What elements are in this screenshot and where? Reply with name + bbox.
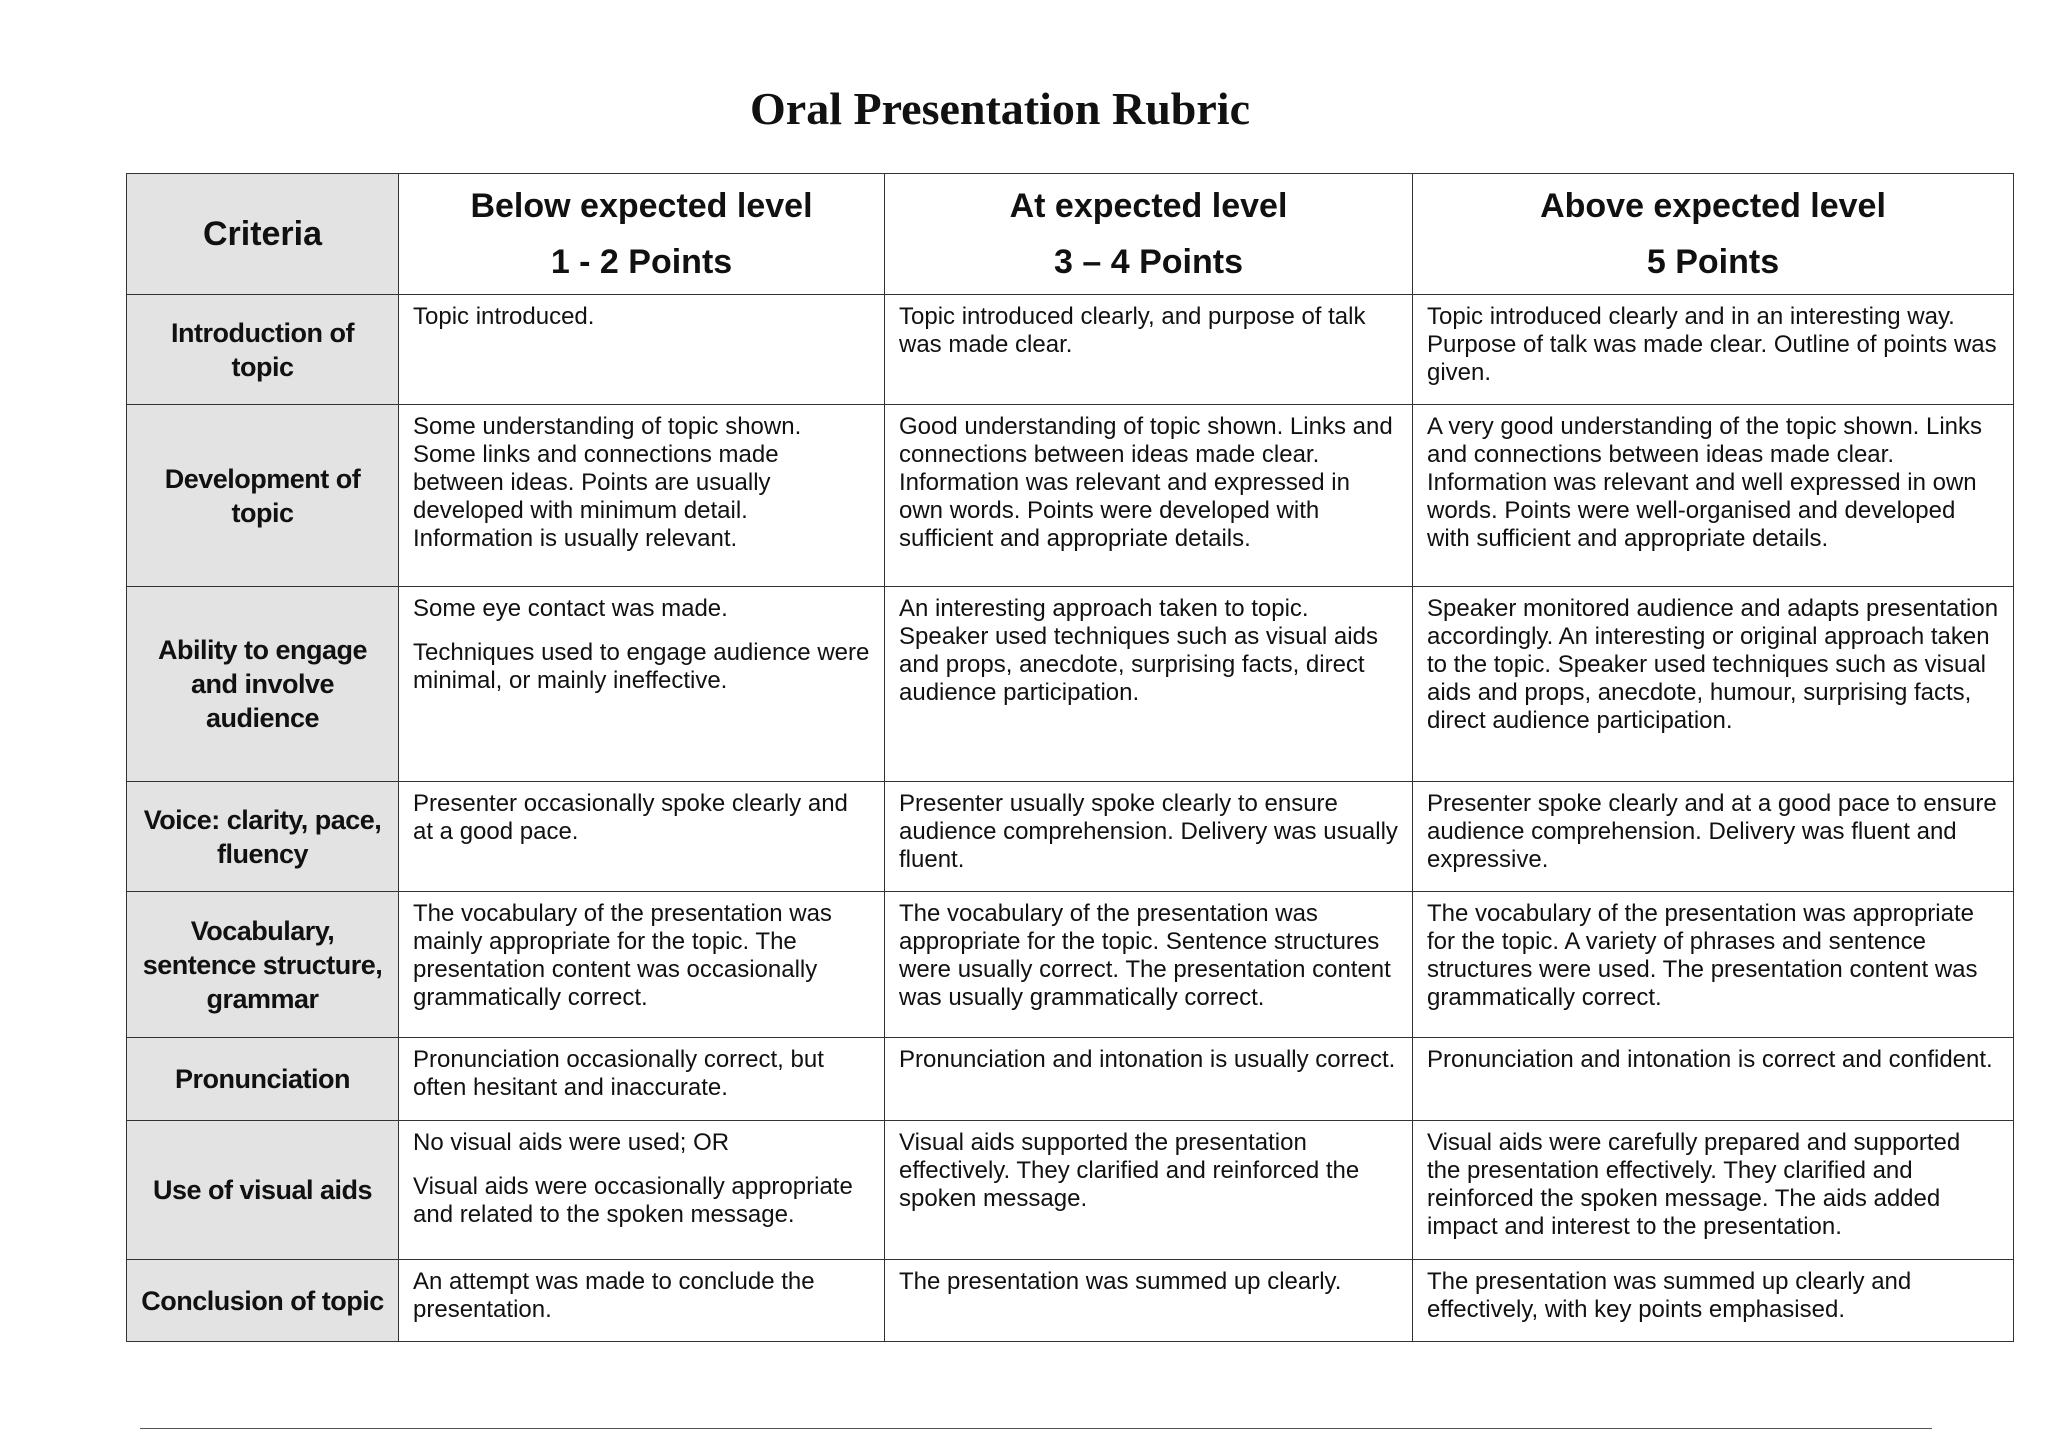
descriptor-text: Good understanding of topic shown. Links and connections between ideas made clear. Information was relevant and expressed in own words. Points were developed with sufficient and appropriate details. <box>899 413 1393 552</box>
desc-at-cell <box>885 892 1413 1038</box>
descriptor-text: No visual aids were used; OR <box>413 1129 730 1156</box>
rubric-table <box>126 173 2014 1342</box>
rubric-row <box>127 295 2014 405</box>
desc-below-cell <box>399 1260 885 1342</box>
descriptor-text: An interesting approach taken to topic. Speaker used techniques such as visual aids and props, anecdote, surprising facts, direct audience participation. <box>899 595 1378 706</box>
descriptor-text: Pronunciation and intonation is correct and confident. <box>1427 1046 1993 1073</box>
criterion-cell: Introduction of topic <box>127 295 399 405</box>
desc-at-cell <box>885 587 1413 782</box>
descriptor-text: Topic introduced. <box>413 303 595 330</box>
rubric-body <box>127 295 2014 1342</box>
criterion-cell: Voice: clarity, pace, fluency <box>127 782 399 892</box>
desc-above-cell <box>1413 1038 2014 1121</box>
descriptor-text: The presentation was summed up clearly. <box>899 1268 1342 1295</box>
level-name: At expected level <box>1009 187 1288 225</box>
descriptor-text: An attempt was made to conclude the presentation. <box>413 1268 815 1323</box>
desc-below-cell <box>399 587 885 782</box>
desc-below-cell <box>399 892 885 1038</box>
descriptor-text: Visual aids were occasionally appropriate and related to the spoken message. <box>413 1173 853 1228</box>
rubric-row <box>127 1121 2014 1260</box>
level-header-below <box>399 174 885 295</box>
footer-divider <box>140 1428 1932 1429</box>
descriptor-text: Topic introduced clearly and in an interesting way. Purpose of talk was made clear. Outline of points was given. <box>1427 303 1997 386</box>
descriptor-text: Pronunciation and intonation is usually correct. <box>899 1046 1396 1073</box>
rubric-row <box>127 782 2014 892</box>
criterion-cell: Development of topic <box>127 405 399 587</box>
descriptor-text: Presenter usually spoke clearly to ensure audience comprehension. Delivery was usually fluent. <box>899 790 1398 873</box>
descriptor-text: Techniques used to engage audience were minimal, or mainly ineffective. <box>413 639 870 694</box>
descriptor-text: Visual aids supported the presentation effectively. They clarified and reinforced the spoken message. <box>899 1129 1360 1212</box>
desc-above-cell <box>1413 1260 2014 1342</box>
level-points: 3 – 4 Points <box>1054 243 1243 281</box>
header-row <box>127 174 2014 295</box>
level-points: 5 Points <box>1646 243 1780 281</box>
rubric-row <box>127 892 2014 1038</box>
desc-below-cell <box>399 295 885 405</box>
descriptor-text: Some understanding of topic shown. Some links and connections made between ideas. Points are usually developed with minimum detail. Information is usually relevant. <box>413 413 802 552</box>
descriptor-text: Presenter occasionally spoke clearly and at a good pace. <box>413 790 848 845</box>
criterion-cell: Pronunciation <box>127 1038 399 1121</box>
descriptor-text: Presenter spoke clearly and at a good pace to ensure audience comprehension. Delivery was fluent and expressive. <box>1427 790 1997 873</box>
level-header-above <box>1413 174 2014 295</box>
desc-at-cell <box>885 782 1413 892</box>
rubric-row <box>127 587 2014 782</box>
criterion-cell: Vocabulary, sentence structure, grammar <box>127 892 399 1038</box>
criterion-cell: Ability to engage and involve audience <box>127 587 399 782</box>
desc-above-cell <box>1413 1121 2014 1260</box>
descriptor-text: Speaker monitored audience and adapts presentation accordingly. An interesting or original approach taken to the topic. Speaker used techniques such as visual aids and props, anecdote, humour, surprising facts, direct audience participation. <box>1427 595 1999 734</box>
desc-above-cell <box>1413 295 2014 405</box>
criterion-cell: Use of visual aids <box>127 1121 399 1260</box>
rubric-row <box>127 1260 2014 1342</box>
rubric-row <box>127 405 2014 587</box>
page-title: Oral Presentation Rubric <box>750 83 1250 134</box>
level-name: Above expected level <box>1540 187 1886 225</box>
desc-at-cell <box>885 405 1413 587</box>
rubric-header <box>127 174 2014 295</box>
criteria-header-label: Criteria <box>202 214 323 253</box>
desc-above-cell <box>1413 587 2014 782</box>
criteria-header <box>127 174 399 295</box>
descriptor-text: Visual aids were carefully prepared and supported the presentation effectively. They clarified and reinforced the spoken message. The aids added impact and interest to the presentation. <box>1427 1129 1961 1240</box>
desc-below-cell <box>399 1121 885 1260</box>
rubric-row <box>127 1038 2014 1121</box>
descriptor-text: Some eye contact was made. <box>413 595 728 622</box>
descriptor-text: The vocabulary of the presentation was appropriate for the topic. A variety of phrases and sentence structures were used. The presentation content was grammatically correct. <box>1427 900 1978 1011</box>
level-points: 1 - 2 Points <box>550 243 733 281</box>
descriptor-text: Pronunciation occasionally correct, but often hesitant and inaccurate. <box>413 1046 824 1101</box>
desc-at-cell <box>885 1260 1413 1342</box>
descriptor-text: Topic introduced clearly, and purpose of talk was made clear. <box>899 303 1366 358</box>
level-header-at <box>885 174 1413 295</box>
descriptor-text: The presentation was summed up clearly and effectively, with key points emphasised. <box>1427 1268 1912 1323</box>
desc-below-cell <box>399 405 885 587</box>
criterion-cell: Conclusion of topic <box>127 1260 399 1342</box>
desc-below-cell <box>399 1038 885 1121</box>
descriptor-text: The vocabulary of the presentation was mainly appropriate for the topic. The presentation content was occasionally grammatically correct. <box>413 900 832 1011</box>
desc-above-cell <box>1413 405 2014 587</box>
desc-at-cell <box>885 295 1413 405</box>
desc-at-cell <box>885 1038 1413 1121</box>
desc-above-cell <box>1413 892 2014 1038</box>
level-name: Below expected level <box>470 187 813 225</box>
descriptor-text: A very good understanding of the topic shown. Links and connections between ideas made clear. Information was relevant and well expressed in own words. Points were well-organised and developed with sufficient and appropriate details. <box>1427 413 1983 552</box>
desc-at-cell <box>885 1121 1413 1260</box>
descriptor-text: The vocabulary of the presentation was appropriate for the topic. Sentence structures were usually correct. The presentation content was usually grammatically correct. <box>899 900 1391 1011</box>
desc-below-cell <box>399 782 885 892</box>
desc-above-cell <box>1413 782 2014 892</box>
